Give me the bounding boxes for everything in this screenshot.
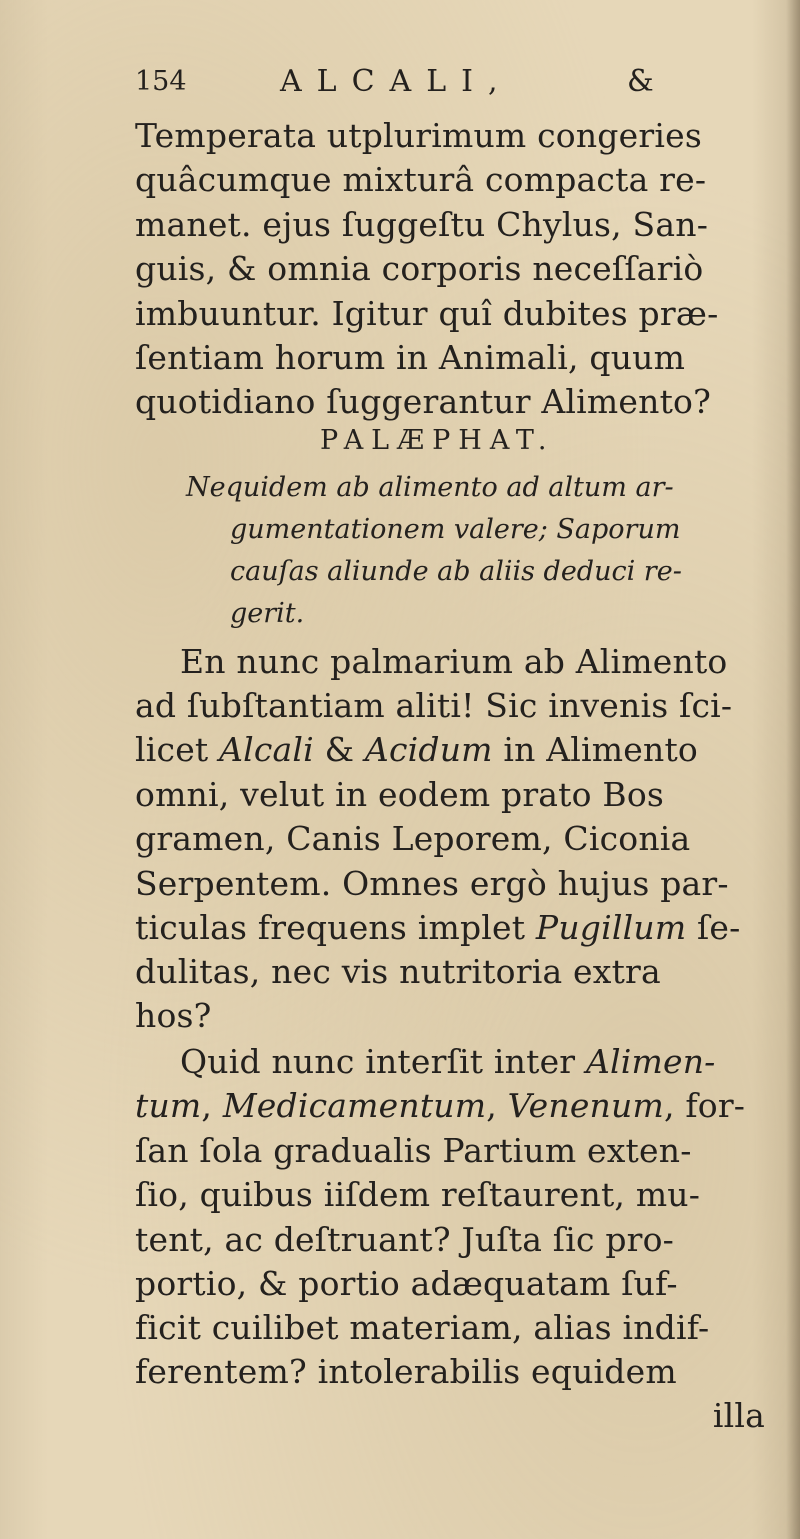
term-venenum: Venenum (507, 1086, 664, 1125)
text-line: ficit cuilibet materiam, alias indif- (135, 1308, 710, 1347)
text-line (135, 1084, 765, 1128)
term-medicamentum: Medicamentum (222, 1086, 487, 1125)
text-line: hos? (135, 996, 212, 1035)
text-run: ticulas frequens implet (135, 908, 536, 947)
text-line (135, 728, 765, 772)
running-title-amp: & (627, 64, 654, 99)
text-run: , for- (663, 1086, 746, 1125)
quote-line: cauſas aliunde ab aliis deduci re- (230, 556, 682, 587)
text-line: manet. ejus ſuggeſtu Chylus, San- (135, 205, 709, 244)
text-line: gramen, Canis Leporem, Ciconia (135, 819, 691, 858)
text-line: quâcumque mixturâ compacta re- (135, 160, 707, 199)
text-line: ferentem? intolerabilis equidem (135, 1352, 677, 1391)
quote-line: gerit. (230, 598, 305, 629)
text-line: ſan ſola gradualis Partium exten- (135, 1131, 692, 1170)
text-line: Temperata utplurimum congeries (135, 116, 702, 155)
text-line: portio, & portio adæquatam ſuf- (135, 1264, 678, 1303)
text-run: & (313, 730, 365, 769)
text-line: omni, velut in eodem prato Bos (135, 775, 665, 814)
running-head (135, 62, 695, 102)
text-run: Quid nunc interſit inter (180, 1042, 586, 1081)
text-run: , (201, 1086, 223, 1125)
term-alcali: Alcali (219, 730, 314, 769)
term-pugillum: Pugillum (535, 908, 687, 947)
text-line (135, 906, 765, 950)
text-line: quotidiano ſuggerantur Alimento? (135, 382, 711, 421)
text-line: ſio, quibus iiſdem reſtaurent, mu- (135, 1175, 701, 1214)
quote-line: gumentationem valere; Saporum (230, 514, 681, 545)
text-run: , (486, 1086, 508, 1125)
text-line: tent, ac deſtruant? Juſta ſic pro- (135, 1220, 675, 1259)
term-alimentum: Alimen- (585, 1042, 716, 1081)
text-run: licet (135, 730, 220, 769)
text-line: Serpentem. Omnes ergò hujus par- (135, 864, 729, 903)
term-alimentum-end: tum (135, 1086, 202, 1125)
text-line: imbuuntur. Igitur quî dubites præ- (135, 294, 719, 333)
text-line (180, 1040, 765, 1084)
quote-line: Nequidem ab alimento ad altum ar- (186, 472, 674, 503)
text-line: En nunc palmarium ab Alimento (180, 642, 728, 681)
text-line: ad ſubſtantiam aliti! Sic invenis ſci- (135, 686, 733, 725)
text-run: in Alimento (492, 730, 698, 769)
text-line: dulitas, nec vis nutritoria extra (135, 952, 661, 991)
catchword: illa (712, 1396, 765, 1435)
term-acidum: Acidum (364, 730, 493, 769)
speaker-heading: PALÆPHAT. (320, 425, 555, 456)
page-number: 154 (135, 66, 187, 97)
page-edge-shadow (786, 0, 800, 1539)
running-title: ALCALI, (280, 64, 513, 99)
text-line: guis, & omnia corporis neceſſariò (135, 249, 704, 288)
text-line: ſentiam horum in Animali, quum (135, 338, 686, 377)
text-run: ſe- (686, 908, 741, 947)
